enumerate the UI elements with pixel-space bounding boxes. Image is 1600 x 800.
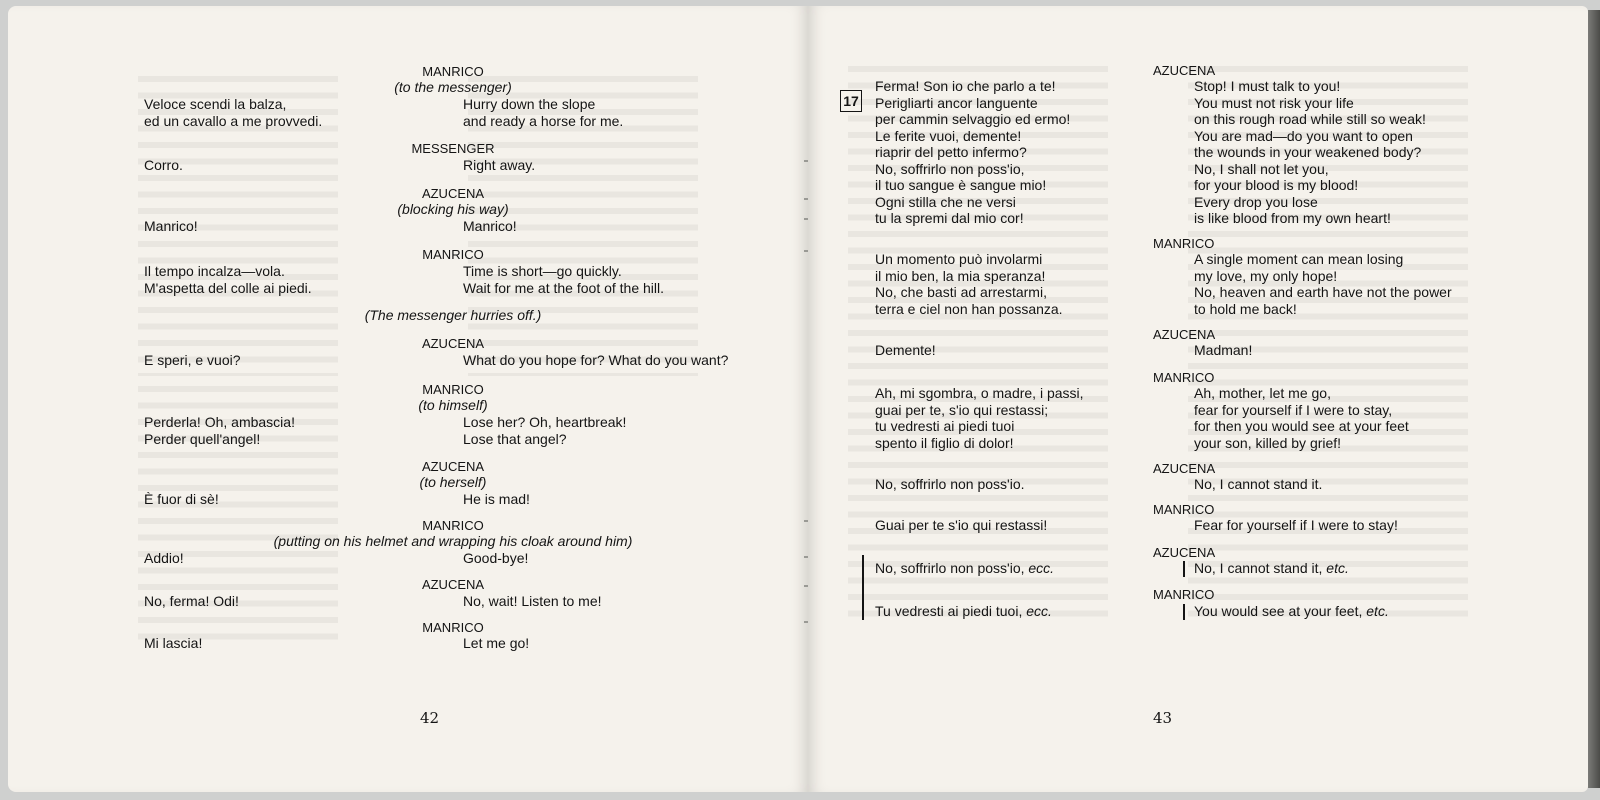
overlap-bar — [862, 555, 864, 620]
stage-direction: (blocking his way) — [397, 201, 509, 217]
italian-text: Corro. — [144, 157, 183, 173]
english-text: Let me go! — [463, 635, 530, 651]
english-text: What do you hope for? What do you want? — [463, 352, 729, 368]
speaker-label: MANRICO — [422, 247, 484, 262]
italian-text: Un momento può involarmi il mio ben, la mia speranza! No, che basti ad arrestarmi, terra e ciel non han possanza. — [875, 251, 1063, 317]
english-text: Lose her? Oh, heartbreak! Lose that angel? — [463, 414, 627, 447]
english-text: Madman! — [1194, 342, 1253, 358]
italian-text: Perderla! Oh, ambascia! Perder quell'angel! — [144, 414, 295, 447]
italian-text: Mi lascia! — [144, 635, 203, 651]
english-text: Right away. — [463, 157, 536, 173]
english-text: Ah, mother, let me go, fear for yourself if I were to stay, for then you would see at your feet your son, killed by grief! — [1194, 385, 1409, 451]
speaker-label: MANRICO — [1153, 236, 1215, 251]
speaker-label: MANRICO — [1153, 370, 1215, 385]
speaker-label: MANRICO — [422, 620, 484, 635]
overlap-bar — [1183, 561, 1185, 577]
speaker-label: AZUCENA — [421, 577, 485, 592]
page-edge-shadow — [1588, 10, 1600, 788]
english-text: No, I cannot stand it. — [1194, 476, 1323, 492]
speaker-label: MESSENGER — [411, 141, 495, 156]
stage-direction: (putting on his helmet and wrapping his cloak around him) — [273, 533, 633, 549]
english-text: He is mad! — [463, 491, 530, 507]
italian-text: Manrico! — [144, 218, 198, 234]
speaker-label: AZUCENA — [1153, 327, 1216, 342]
speaker-label: AZUCENA — [1153, 63, 1216, 78]
section-number-box: 17 — [840, 90, 862, 112]
italian-text: E speri, e vuoi? — [144, 352, 241, 368]
italian-text: È fuor di sè! — [144, 491, 219, 507]
english-text: Hurry down the slope and ready a horse for me. — [463, 96, 624, 129]
speaker-label: AZUCENA — [421, 186, 485, 201]
italian-text: Ferma! Son io che parlo a te! Perigliarti ancor languente per cammin selvaggio ed ermo! Le ferite vuoi, demente! riaprir del petto infermo? No, soffrirlo non poss'io, il tuo sangue è sangue mio! Ogni stilla che ne versi tu la spremi dal mio cor! — [875, 78, 1071, 226]
stage-direction: (to himself) — [418, 397, 488, 413]
italian-text: Guai per te s'io qui restassi! — [875, 517, 1048, 533]
page-number: 43 — [1153, 709, 1173, 727]
italian-text: Demente! — [875, 342, 936, 358]
overlap-bar — [1183, 604, 1185, 620]
english-text: You would see at your feet, etc. — [1194, 603, 1389, 619]
italian-text: No, soffrirlo non poss'io, ecc. — [875, 560, 1055, 576]
speaker-label: AZUCENA — [421, 459, 485, 474]
stage-direction: (The messenger hurries off.) — [364, 307, 542, 323]
speaker-label: MANRICO — [422, 518, 484, 533]
english-text: No, wait! Listen to me! — [463, 593, 602, 609]
speaker-label: AZUCENA — [421, 336, 485, 351]
english-text: Stop! I must talk to you! You must not risk your life on this rough road while still so weak! You are mad—do you want to open the wounds in your weakened body? No, I shall not let you, for your blood is my blood! Every drop you lose is like blood from my own heart! — [1194, 78, 1426, 226]
italian-text: Il tempo incalza—vola. M'aspetta del colle ai piedi. — [144, 263, 312, 296]
italian-text: No, ferma! Odi! — [144, 593, 239, 609]
italian-text: Tu vedresti ai piedi tuoi, ecc. — [875, 603, 1052, 619]
italian-text: Addio! — [144, 550, 184, 566]
english-text: Manrico! — [463, 218, 517, 234]
speaker-label: MANRICO — [422, 382, 484, 397]
right-page — [808, 6, 1588, 792]
speaker-label: AZUCENA — [1153, 461, 1216, 476]
stage-direction: (to the messenger) — [394, 79, 512, 95]
italian-text: Ah, mi sgombra, o madre, i passi, guai per te, s'io qui restassi; tu vedresti ai piedi tuoi spento il figlio di dolor! — [875, 385, 1084, 451]
english-text: Time is short—go quickly. Wait for me at the foot of the hill. — [463, 263, 665, 296]
speaker-label: AZUCENA — [1153, 545, 1216, 560]
english-text: No, I cannot stand it, etc. — [1194, 560, 1349, 576]
speaker-label: MANRICO — [422, 64, 484, 79]
speaker-label: MANRICO — [1153, 502, 1215, 517]
left-page — [8, 6, 808, 792]
english-text: Fear for yourself if I were to stay! — [1194, 517, 1398, 533]
page-number: 42 — [420, 709, 440, 727]
speaker-label: MANRICO — [1153, 587, 1215, 602]
english-text: A single moment can mean losing my love, my only hope! No, heaven and earth have not the power to hold me back! — [1194, 251, 1452, 317]
stage-direction: (to herself) — [419, 474, 487, 490]
italian-text: No, soffrirlo non poss'io. — [875, 476, 1025, 492]
english-text: Good-bye! — [463, 550, 529, 566]
italian-text: Veloce scendi la balza, ed un cavallo a me provvedi. — [144, 96, 323, 129]
